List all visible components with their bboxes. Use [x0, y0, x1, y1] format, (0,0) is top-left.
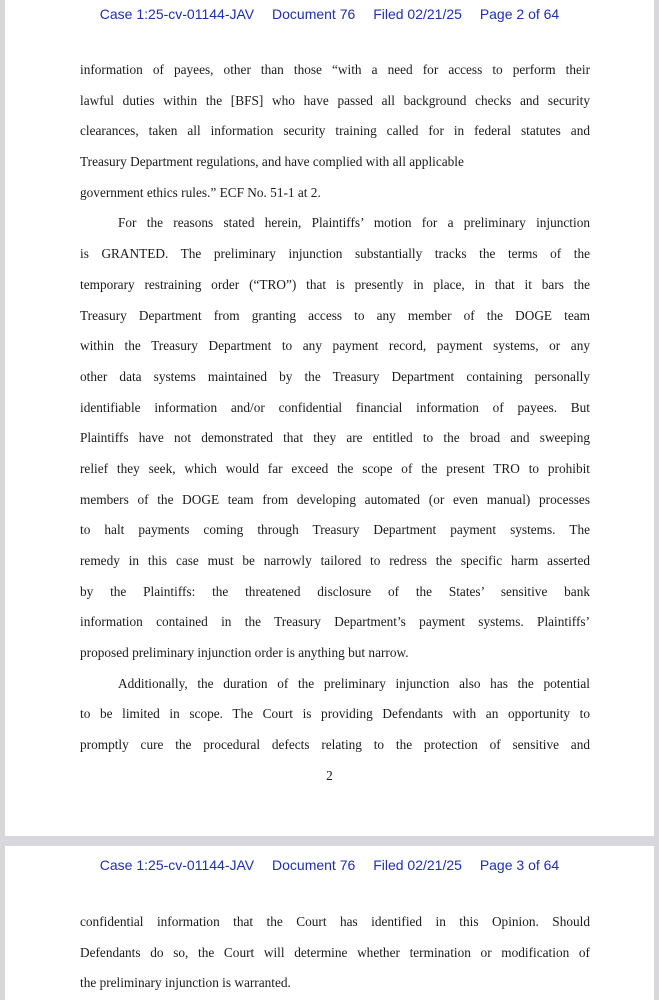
- page-indicator: Page 3 of 64: [479, 857, 560, 873]
- text-line: relief they seek, which would far exceed the scope of the present TRO to prohibit: [80, 460, 590, 476]
- text-line: confidential information that the Court has identified in this Opinion. Should: [80, 914, 590, 929]
- text-line: within the Treasury Department to any payment record, payment systems, or any: [80, 338, 590, 354]
- text-line: clearances, taken all information security training called for in federal statutes and: [80, 123, 590, 139]
- text-line: Treasury Department from granting access to any member of the DOGE team: [80, 307, 590, 323]
- document-number: Document 76: [272, 857, 356, 873]
- text-line: proposed preliminary injunction order is anything but narrow.: [80, 645, 409, 661]
- text-line: is GRANTED. The preliminary injunction substantially tracks the terms of the: [80, 246, 590, 262]
- text-line: to halt payments coming through Treasury Department payment systems. The: [80, 522, 590, 538]
- document-number: Document 76: [272, 6, 356, 22]
- filed-date: Filed 02/21/25: [373, 6, 462, 22]
- ecf-header: [5, 857, 654, 873]
- text-line: information of payees, other than those “with a need for access to perform their: [80, 62, 590, 77]
- text-line: information contained in the Treasury Department’s payment systems. Plaintiffs’: [80, 614, 590, 630]
- body-text: [80, 55, 590, 761]
- text-line: government ethics rules.” ECF No. 51-1 at 2.: [80, 184, 321, 200]
- ecf-header: [5, 6, 654, 22]
- case-number: Case 1:25-cv-01144-JAV: [99, 857, 255, 873]
- text-line: members of the DOGE team from developing automated (or even manual) processes: [80, 491, 590, 507]
- text-line: remedy in this case must be narrowly tailored to redress the specific harm asserted: [80, 553, 590, 568]
- page-indicator: Page 2 of 64: [479, 6, 560, 22]
- text-line: Treasury Department regulations, and have complied with all applicable: [80, 154, 464, 170]
- text-line: the preliminary injunction is warranted.: [80, 975, 291, 991]
- case-number: Case 1:25-cv-01144-JAV: [99, 6, 255, 22]
- text-line: lawful duties within the [BFS] who have passed all background checks and security: [80, 92, 590, 108]
- text-line: promptly cure the procedural defects relating to the protection of sensitive and: [80, 737, 590, 753]
- text-line: temporary restraining order (“TRO”) that is presently in place, in that it bars the: [80, 276, 590, 292]
- body-text: [80, 907, 590, 999]
- document-page: [5, 846, 654, 1000]
- text-line: by the Plaintiffs: the threatened disclosure of the States’ sensitive bank: [80, 583, 590, 599]
- text-line: identifiable information and/or confidential financial information of payees. But: [80, 399, 590, 415]
- text-line: Plaintiffs have not demonstrated that they are entitled to the broad and sweeping: [80, 430, 590, 446]
- paragraph-first-line: For the reasons stated herein, Plaintiffs’ motion for a preliminary injunction: [118, 215, 590, 231]
- page-number: 2: [326, 768, 333, 783]
- text-line: other data systems maintained by the Treasury Department containing personally: [80, 368, 590, 384]
- text-line: Defendants do so, the Court will determine whether termination or modification of: [80, 944, 590, 960]
- text-line: to be limited in scope. The Court is providing Defendants with an opportunity to: [80, 706, 590, 722]
- paragraph-first-line: Additionally, the duration of the preliminary injunction also has the potential: [118, 675, 590, 691]
- document-page: [5, 0, 654, 836]
- filed-date: Filed 02/21/25: [373, 857, 462, 873]
